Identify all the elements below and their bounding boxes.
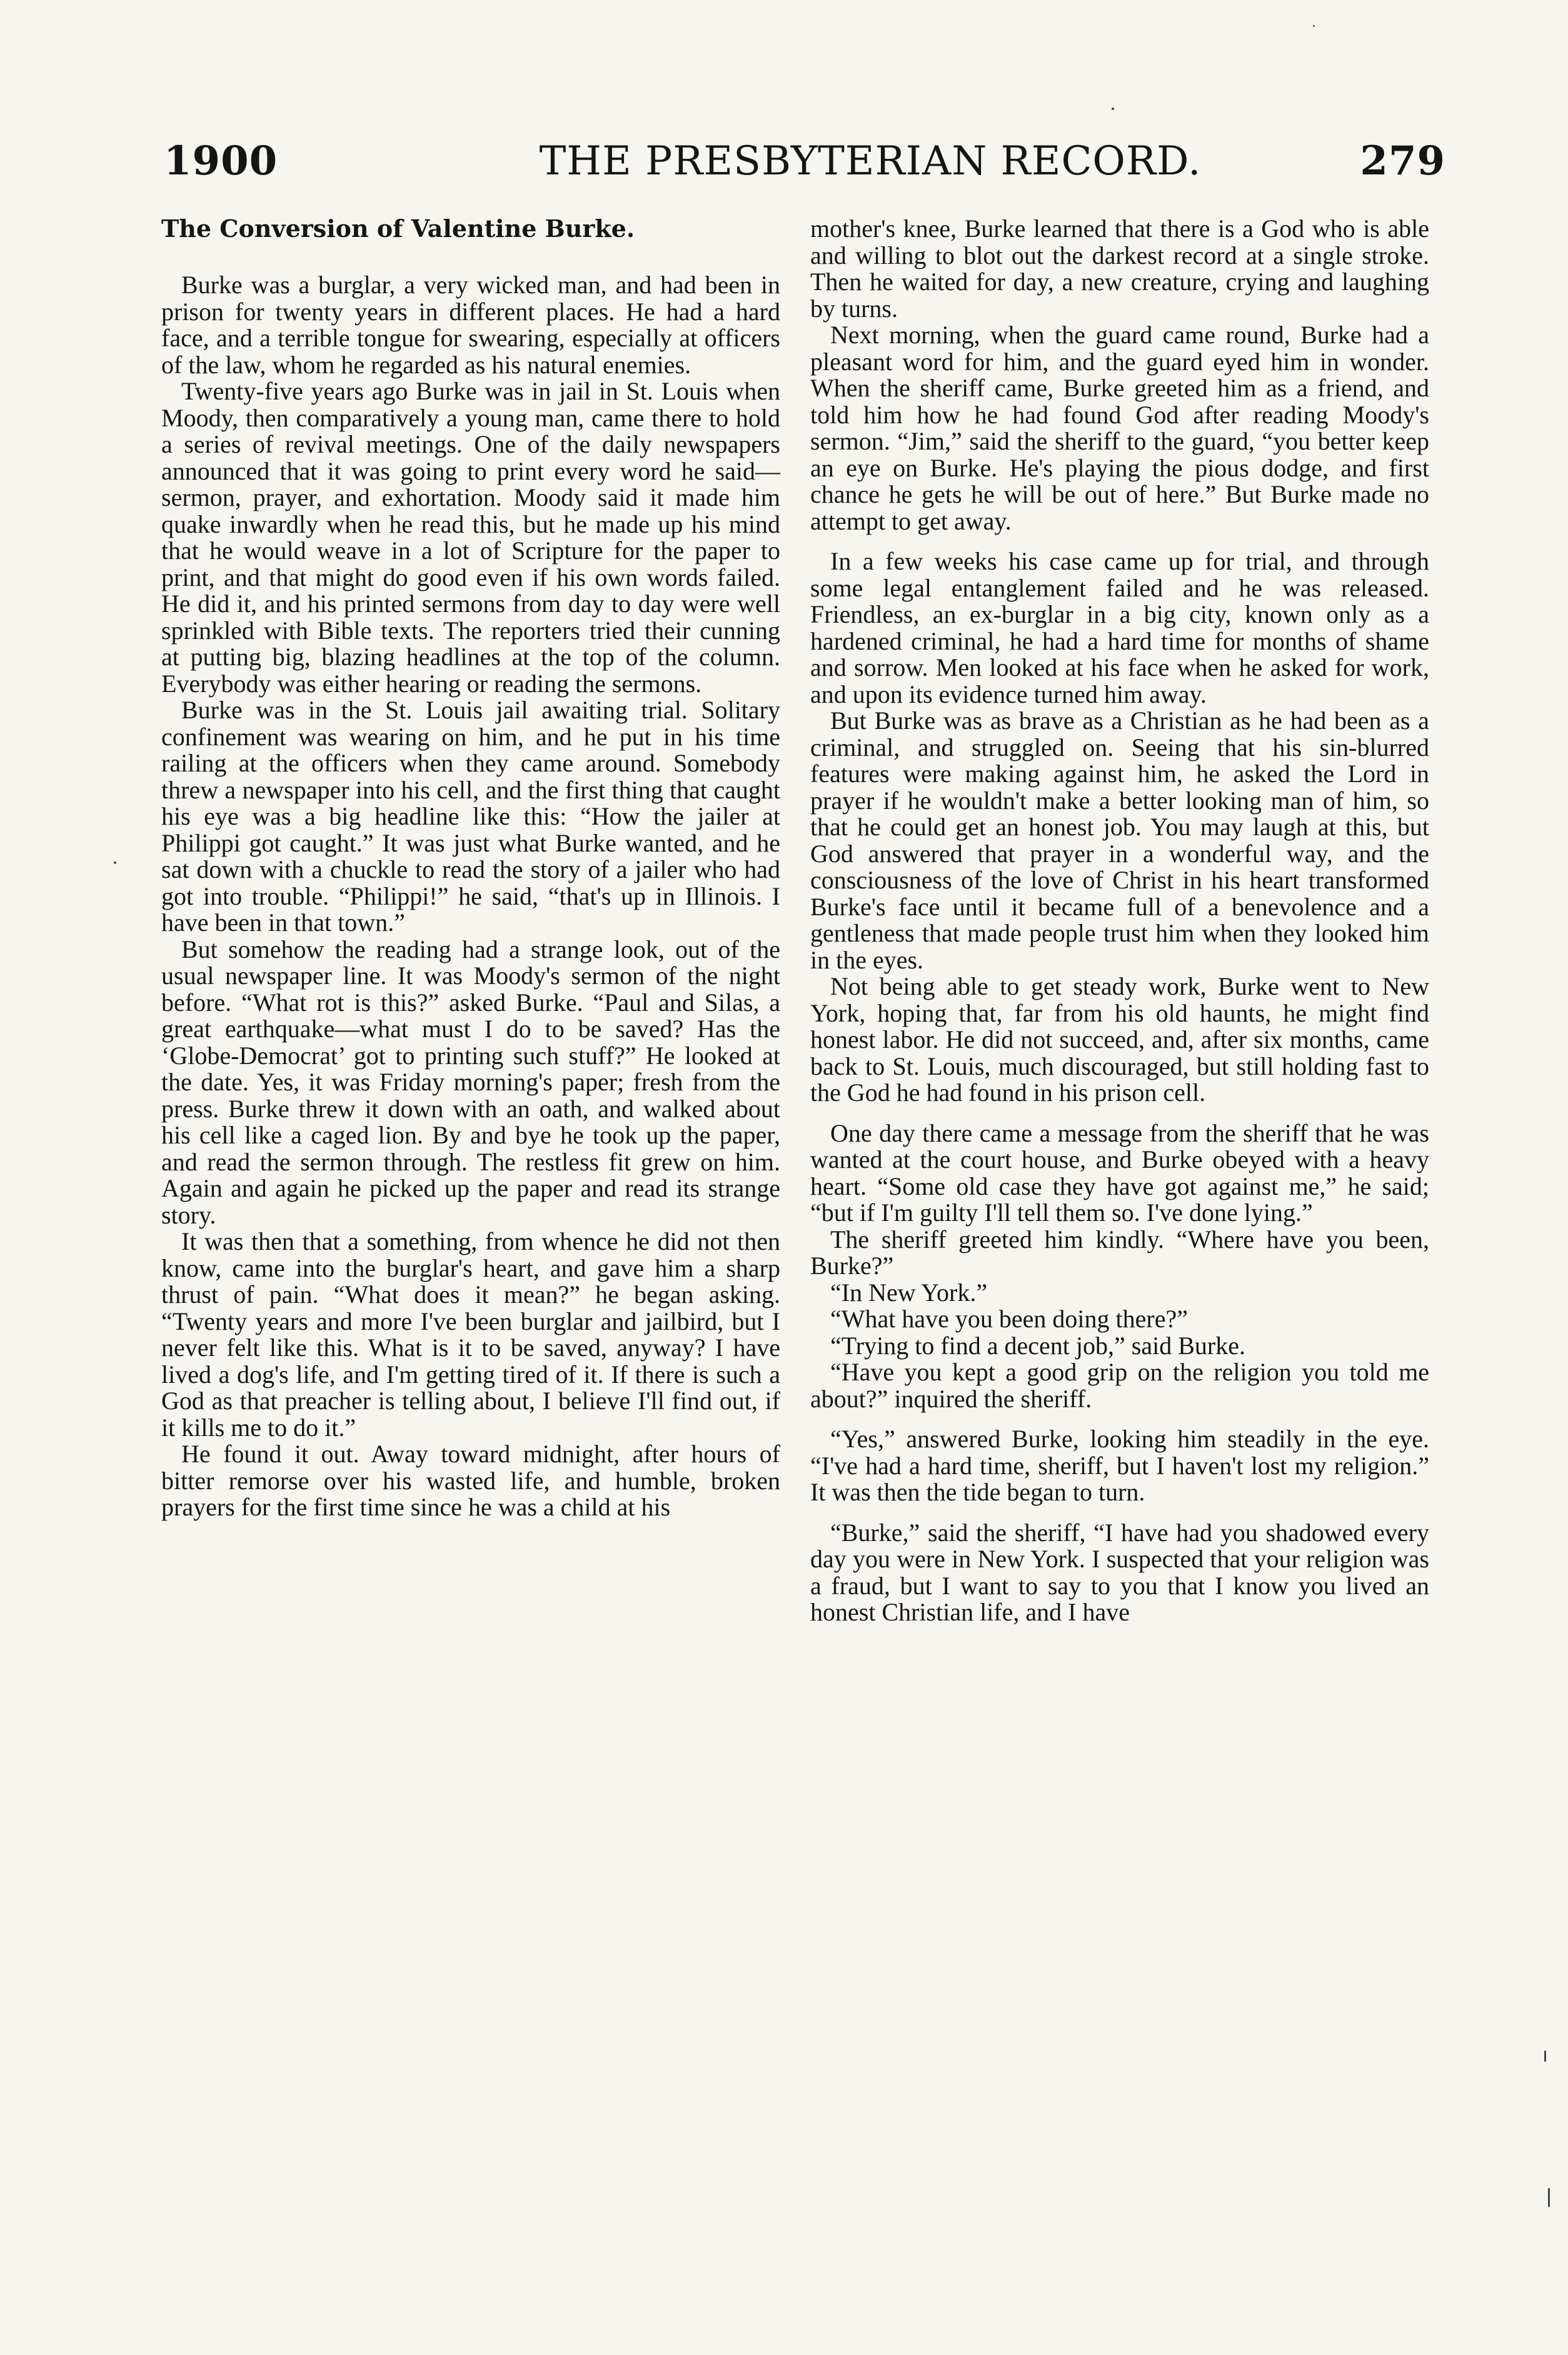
- paragraph: The sheriff greeted him kindly. “Where have you been, Burke?”: [810, 1225, 1429, 1280]
- paragraph: But Burke was as brave as a Christian as he had been as a criminal, and struggled on. Seeing that his sin-blurred features were making against him, he asked the Lord in prayer if he wouldn't make a better looking man of him, so that he could get an honest job. You may laugh at this, but God answered that prayer in a wonderful way, and the consciousness of the love of Christ in his heart transformed Burke's face until it became full of a benevolence and a gentleness that made people trust him when they looked him in the eyes.: [810, 706, 1429, 974]
- paragraph: mother's knee, Burke learned that there is a God who is able and willing to blot out the darkest record at a single stroke. Then he waited for day, a new creature, crying and laughing by turns.: [810, 214, 1429, 323]
- print-speck: [114, 861, 116, 864]
- paragraph: Twenty-five years ago Burke was in jail in St. Louis when Moody, then comparatively a young man, came there to hold a series of revival meetings. One of the daily newspapers announced that it was going to print every word he said—sermon, prayer, and exhortation. Moody said it made him quake inwardly when he read this, but he made up his mind that he would weave in a lot of Scripture for the paper to print, and that might do good even if his own words failed. He did it, and his printed sermons from day to day were well sprinkled with Bible texts. The reporters tried their cunning at putting big, blazing headlines at the top of the column. Everybody was either hearing or reading the sermons.: [161, 377, 780, 698]
- paragraph: “What have you been doing there?”: [830, 1305, 1188, 1333]
- paragraph: He found it out. Away toward midnight, after hours of bitter remorse over his wasted life, and humble, broken prayers for the first time since he was a child at his: [161, 1440, 780, 1521]
- print-speck: [1112, 108, 1114, 110]
- paragraph: “Have you kept a good grip on the religion you told me about?” inquired the sheriff.: [810, 1358, 1429, 1413]
- print-speck: [1313, 25, 1315, 27]
- paragraph: In a few weeks his case came up for trial, and through some legal entanglement failed and he was released. Friendless, an ex-burglar in a big city, known only as a hardened criminal, he had a hard time for months of shame and sorrow. Men looked at his face when he asked for work, and upon its evidence turned him away.: [810, 547, 1429, 708]
- paragraph: It was then that a something, from whence he did not then know, came into the burglar's heart, and gave him a sharp thrust of pain. “What does it mean?” he began asking. “Twenty years and more I've been burglar and jailbird, but I never felt like this. What is it to be saved, anyway? I have lived a dog's life, and I'm getting tired of it. If there is such a God as that preacher is telling about, I believe I'll find out, if it kills me to do it.”: [161, 1227, 780, 1442]
- print-speck: [1544, 2051, 1546, 2062]
- right-column: [810, 216, 1429, 1626]
- header-year: 1900: [164, 138, 278, 184]
- left-column: [161, 216, 780, 1521]
- paragraph: “Trying to find a decent job,” said Burke.: [830, 1331, 1245, 1360]
- paragraph: Burke was a burglar, a very wicked man, and had been in prison for twenty years in different places. He had a hard face, and a terrible tongue for swearing, especially at officers of the law, whom he regarded as his natural enemies.: [161, 271, 780, 379]
- paragraph: One day there came a message from the sheriff that he was wanted at the court house, and Burke obeyed with a heavy heart. “Some old case they have got against me,” he said; “but if I'm guilty I'll tell them so. I've done lying.”: [810, 1118, 1429, 1227]
- publication-title: THE PRESBYTERIAN RECORD.: [539, 138, 1202, 184]
- paragraph: Not being able to get steady work, Burke went to New York, hoping that, far from his old haunts, he might find honest labor. He did not succeed, and, after six months, came back to St. Louis, much discouraged, but still holding fast to the God he had found in his prison cell.: [810, 972, 1429, 1107]
- article-title: The Conversion of Valentine Burke.: [161, 214, 635, 243]
- page-number: 279: [1360, 138, 1445, 184]
- paragraph: Next morning, when the guard came round, Burke had a pleasant word for him, and the guard eyed him in wonder. When the sheriff came, Burke greeted him as a friend, and told him how he had found God after reading Moody's sermon. “Jim,” said the sheriff to the guard, “you better keep an eye on Burke. He's playing the pious dodge, and first chance he gets he will be out of here.” But Burke made no attempt to get away.: [810, 321, 1429, 535]
- page-header: [164, 136, 1445, 186]
- print-speck: [1548, 2188, 1550, 2207]
- paragraph: Burke was in the St. Louis jail awaiting trial. Solitary confinement was wearing on him, and he put in his time railing at the officers when they came around. Somebody threw a newspaper into his cell, and the first thing that caught his eye was a big headline like this: “How the jailer at Philippi got caught.” It was just what Burke wanted, and he sat down with a chuckle to read the story of a jailer who had got into trouble. “Philippi!” he said, “that's up in Illinois. I have been in that town.”: [161, 696, 780, 936]
- paragraph: But somehow the reading had a strange look, out of the usual newspaper line. It was Moody's sermon of the night before. “What rot is this?” asked Burke. “Paul and Silas, a great earthquake—what must I do to be saved? Has the ‘Globe-Democrat’ got to printing such stuff?” He looked at the date. Yes, it was Friday morning's paper; fresh from the press. Burke threw it down with an oath, and walked about his cell like a caged lion. By and bye he took up the paper, and read the sermon through. The restless fit grew on him. Again and again he picked up the paper and read its strange story.: [161, 935, 780, 1229]
- paragraph: “In New York.”: [830, 1278, 988, 1307]
- paragraph: “Yes,” answered Burke, looking him steadily in the eye. “I've had a hard time, sheriff, but I haven't lost my religion.” It was then the tide began to turn.: [810, 1425, 1429, 1506]
- paragraph: “Burke,” said the sheriff, “I have had you shadowed every day you were in New York. I suspected that your religion was a fraud, but I want to say to you that I know you lived an honest Christian life, and I have: [810, 1518, 1429, 1626]
